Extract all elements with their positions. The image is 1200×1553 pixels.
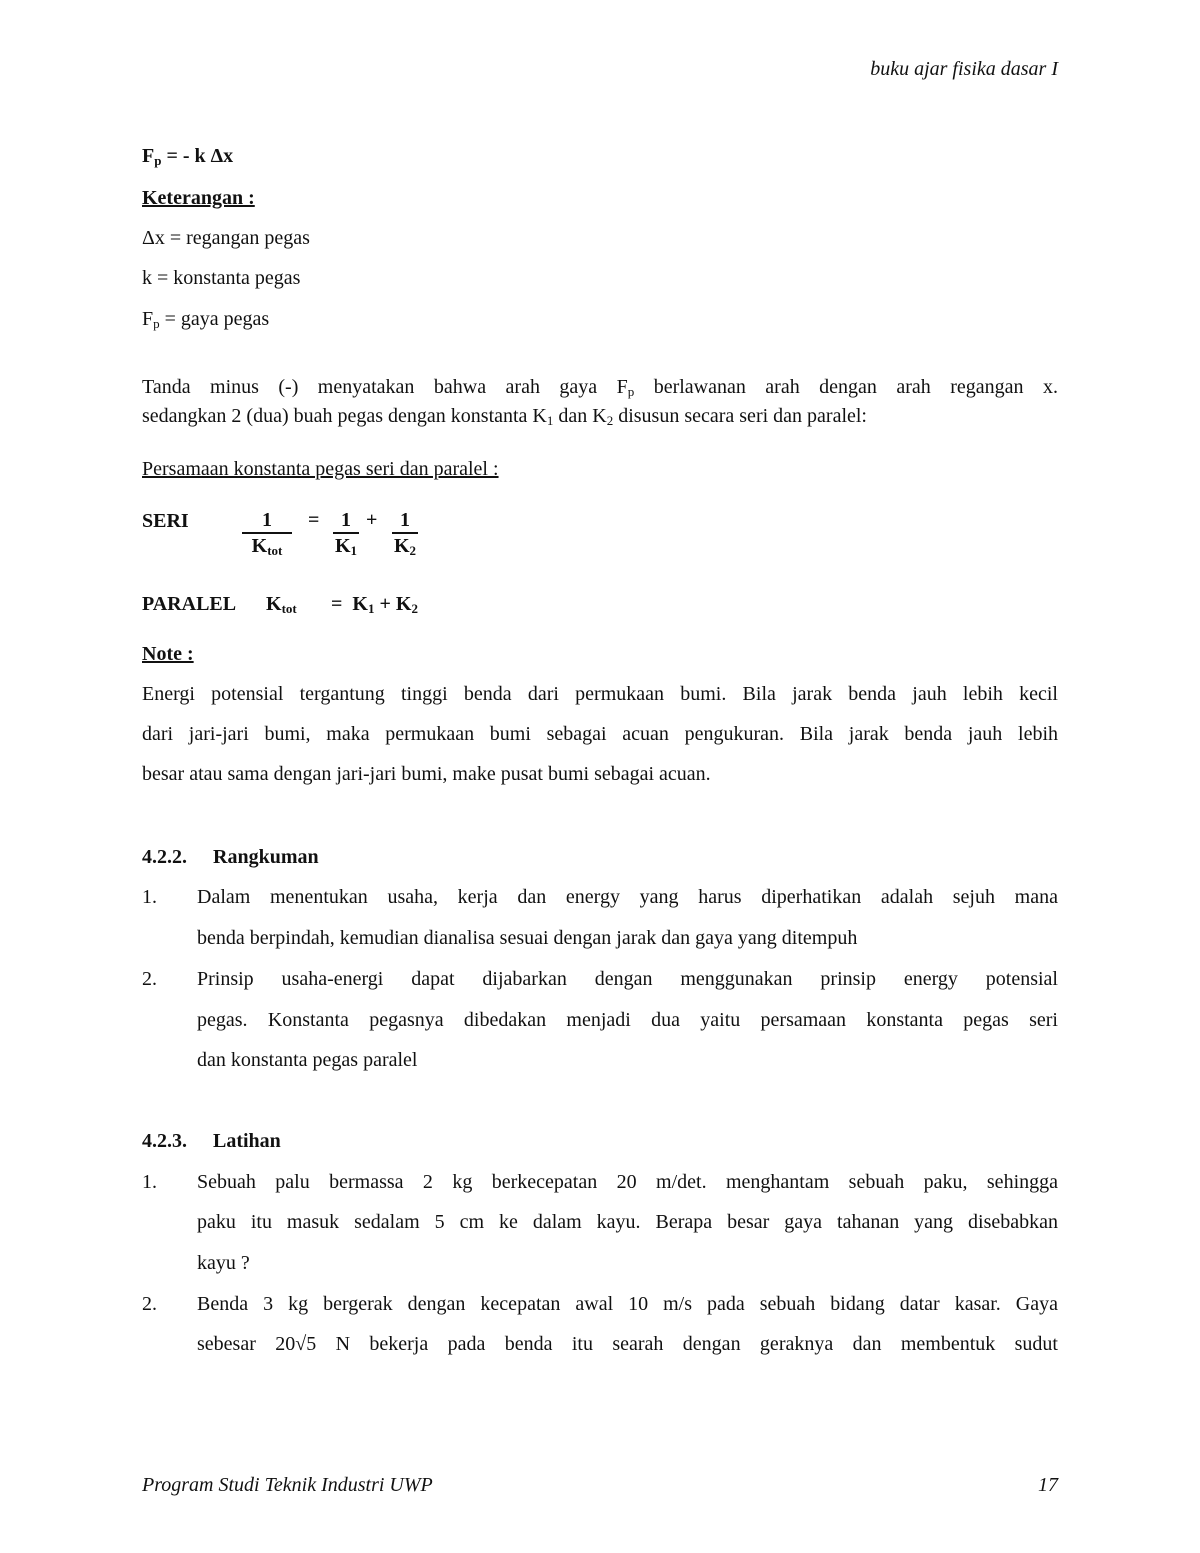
keterangan-item: Δx = regangan pegas	[142, 227, 310, 249]
spring-force-formula: $F_p$ = - k Δx	[142, 145, 234, 168]
list-item-line: paku itu masuk sedalam 5 cm ke dalam kayu. Berapa besar gaya tahanan yang disebabkan	[197, 1211, 1058, 1233]
list-number: 2.	[142, 968, 157, 990]
paralel-label: PARALEL	[142, 593, 237, 615]
list-item-line: benda berpindah, kemudian dianalisa sesuai dengan jarak dan gaya yang ditempuh	[197, 927, 858, 949]
list-item-line: pegas. Konstanta pegasnya dibedakan menjadi dua yaitu persamaan konstanta pegas seri	[197, 1009, 1058, 1031]
section-title: Latihan	[213, 1130, 281, 1152]
seri-label: SERI	[142, 510, 189, 532]
fraction-1-over-k1: $\frac{1}{K_1}$	[334, 509, 358, 558]
paragraph-line: Tanda minus (-) menyatakan bahwa arah gaya $F_p$ berlawanan arah dengan arah regangan x.	[142, 376, 1058, 399]
plus-sign: +	[366, 509, 378, 531]
footer-program: Program Studi Teknik Industri UWP	[142, 1474, 433, 1496]
list-number: 1.	[142, 1171, 157, 1193]
list-item-line: dan konstanta pegas paralel	[197, 1049, 418, 1071]
section-title: Rangkuman	[213, 846, 319, 868]
note-title: Note :	[142, 643, 194, 665]
list-item-line: Sebuah palu bermassa 2 kg berkecepatan 20 m/det. menghantam sebuah paku, sehingga	[197, 1171, 1058, 1193]
persamaan-title: Persamaan konstanta pegas seri dan paralel :	[142, 458, 499, 480]
keterangan-item: $F_p$ = gaya pegas	[142, 308, 270, 331]
note-line: dari jari-jari bumi, maka permukaan bumi sebagai acuan pengukuran. Bila jarak benda jauh lebih	[142, 723, 1058, 745]
note-line: Energi potensial tergantung tinggi benda dari permukaan bumi. Bila jarak benda jauh lebih kecil	[142, 683, 1058, 705]
list-item-line: Benda 3 kg bergerak dengan kecepatan awal 10 m/s pada sebuah bidang datar kasar. Gaya	[197, 1293, 1058, 1315]
keterangan-title: Keterangan :	[142, 187, 255, 209]
list-number: 2.	[142, 1293, 157, 1315]
fraction-1-over-k2: $\frac{1}{K_2}$	[393, 509, 417, 558]
section-number: 4.2.3.	[142, 1130, 187, 1152]
paragraph-line: sedangkan 2 (dua) buah pegas dengan konstanta $K_1$ dan $K_2$ disusun secara seri dan paralel:	[142, 405, 867, 428]
paralel-ktot: $K_{tot}$	[266, 593, 297, 616]
list-item-line: kayu ?	[197, 1252, 250, 1274]
fraction-1-over-ktot: 1 $K_{tot}$	[242, 509, 292, 558]
list-number: 1.	[142, 886, 157, 908]
paralel-rhs: = $K_1 + K_2$	[331, 593, 418, 616]
section-number: 4.2.2.	[142, 846, 187, 868]
equals-sign: =	[308, 509, 320, 531]
page-number: 17	[1038, 1474, 1058, 1496]
list-item-line: sebesar 20√5 N bekerja pada benda itu searah dengan geraknya dan membentuk sudut	[197, 1333, 1058, 1355]
list-item-line: Prinsip usaha-energi dapat dijabarkan dengan menggunakan prinsip energy potensial	[197, 968, 1058, 990]
note-line: besar atau sama dengan jari-jari bumi, make pusat bumi sebagai acuan.	[142, 763, 711, 785]
keterangan-item: k = konstanta pegas	[142, 267, 301, 289]
running-header: buku ajar fisika dasar I	[870, 58, 1058, 80]
list-item-line: Dalam menentukan usaha, kerja dan energy yang harus diperhatikan adalah sejuh mana	[197, 886, 1058, 908]
